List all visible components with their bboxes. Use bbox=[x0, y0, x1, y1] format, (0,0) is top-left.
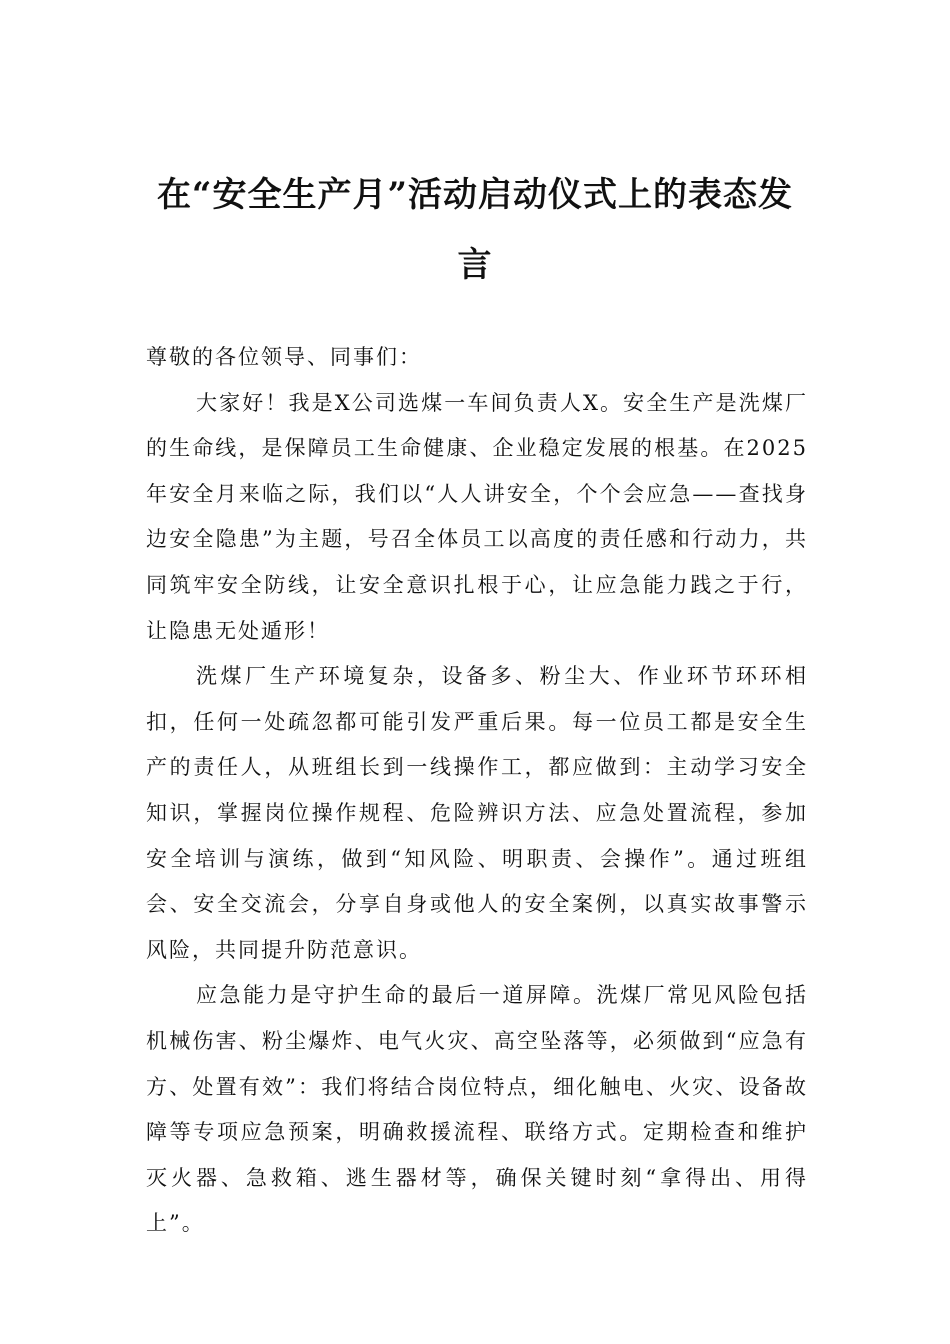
document-title: 在“安全生产月”活动启动仪式上的表态发言 bbox=[156, 175, 794, 285]
document-body bbox=[146, 335, 808, 1247]
salutation: 尊敬的各位领导、同事们： bbox=[146, 345, 422, 369]
paragraph-2: 洗煤厂生产环境复杂，设备多、粉尘大、作业环节环环相扣，任何一处疏忽都可能引发严重后果。每一位员工都是安全生产的责任人，从班组长到一线操作工，都应做到：主动学习安全知识，掌握岗位操作规程、危险辨识方法、应急处置流程，参加安全培训与演练，做到“知风险、明职责、会操作”。通过班组会、安全交流会，分享自身或他人的安全案例，以真实故事警示风险，共同提升防范意识。 bbox=[146, 664, 808, 962]
paragraph-3: 应急能力是守护生命的最后一道屏障。洗煤厂常见风险包括机械伤害、粉尘爆炸、电气火灾、高空坠落等，必须做到“应急有方、处置有效”：我们将结合岗位特点，细化触电、火灾、设备故障等专项应急预案，明确救援流程、联络方式。定期检查和维护灭火器、急救箱、逃生器材等，确保关键时刻“拿得出、用得上”。 bbox=[146, 983, 808, 1236]
paragraph-1: 大家好！我是X公司选煤一车间负责人X。安全生产是洗煤厂的生命线，是保障员工生命健康、企业稳定发展的根基。在2025年安全月来临之际，我们以“人人讲安全，个个会应急——查找身边安全隐患”为主题，号召全体员工以高度的责任感和行动力，共同筑牢安全防线，让安全意识扎根于心，让应急能力践之于行，让隐患无处遁形！ bbox=[146, 390, 808, 643]
